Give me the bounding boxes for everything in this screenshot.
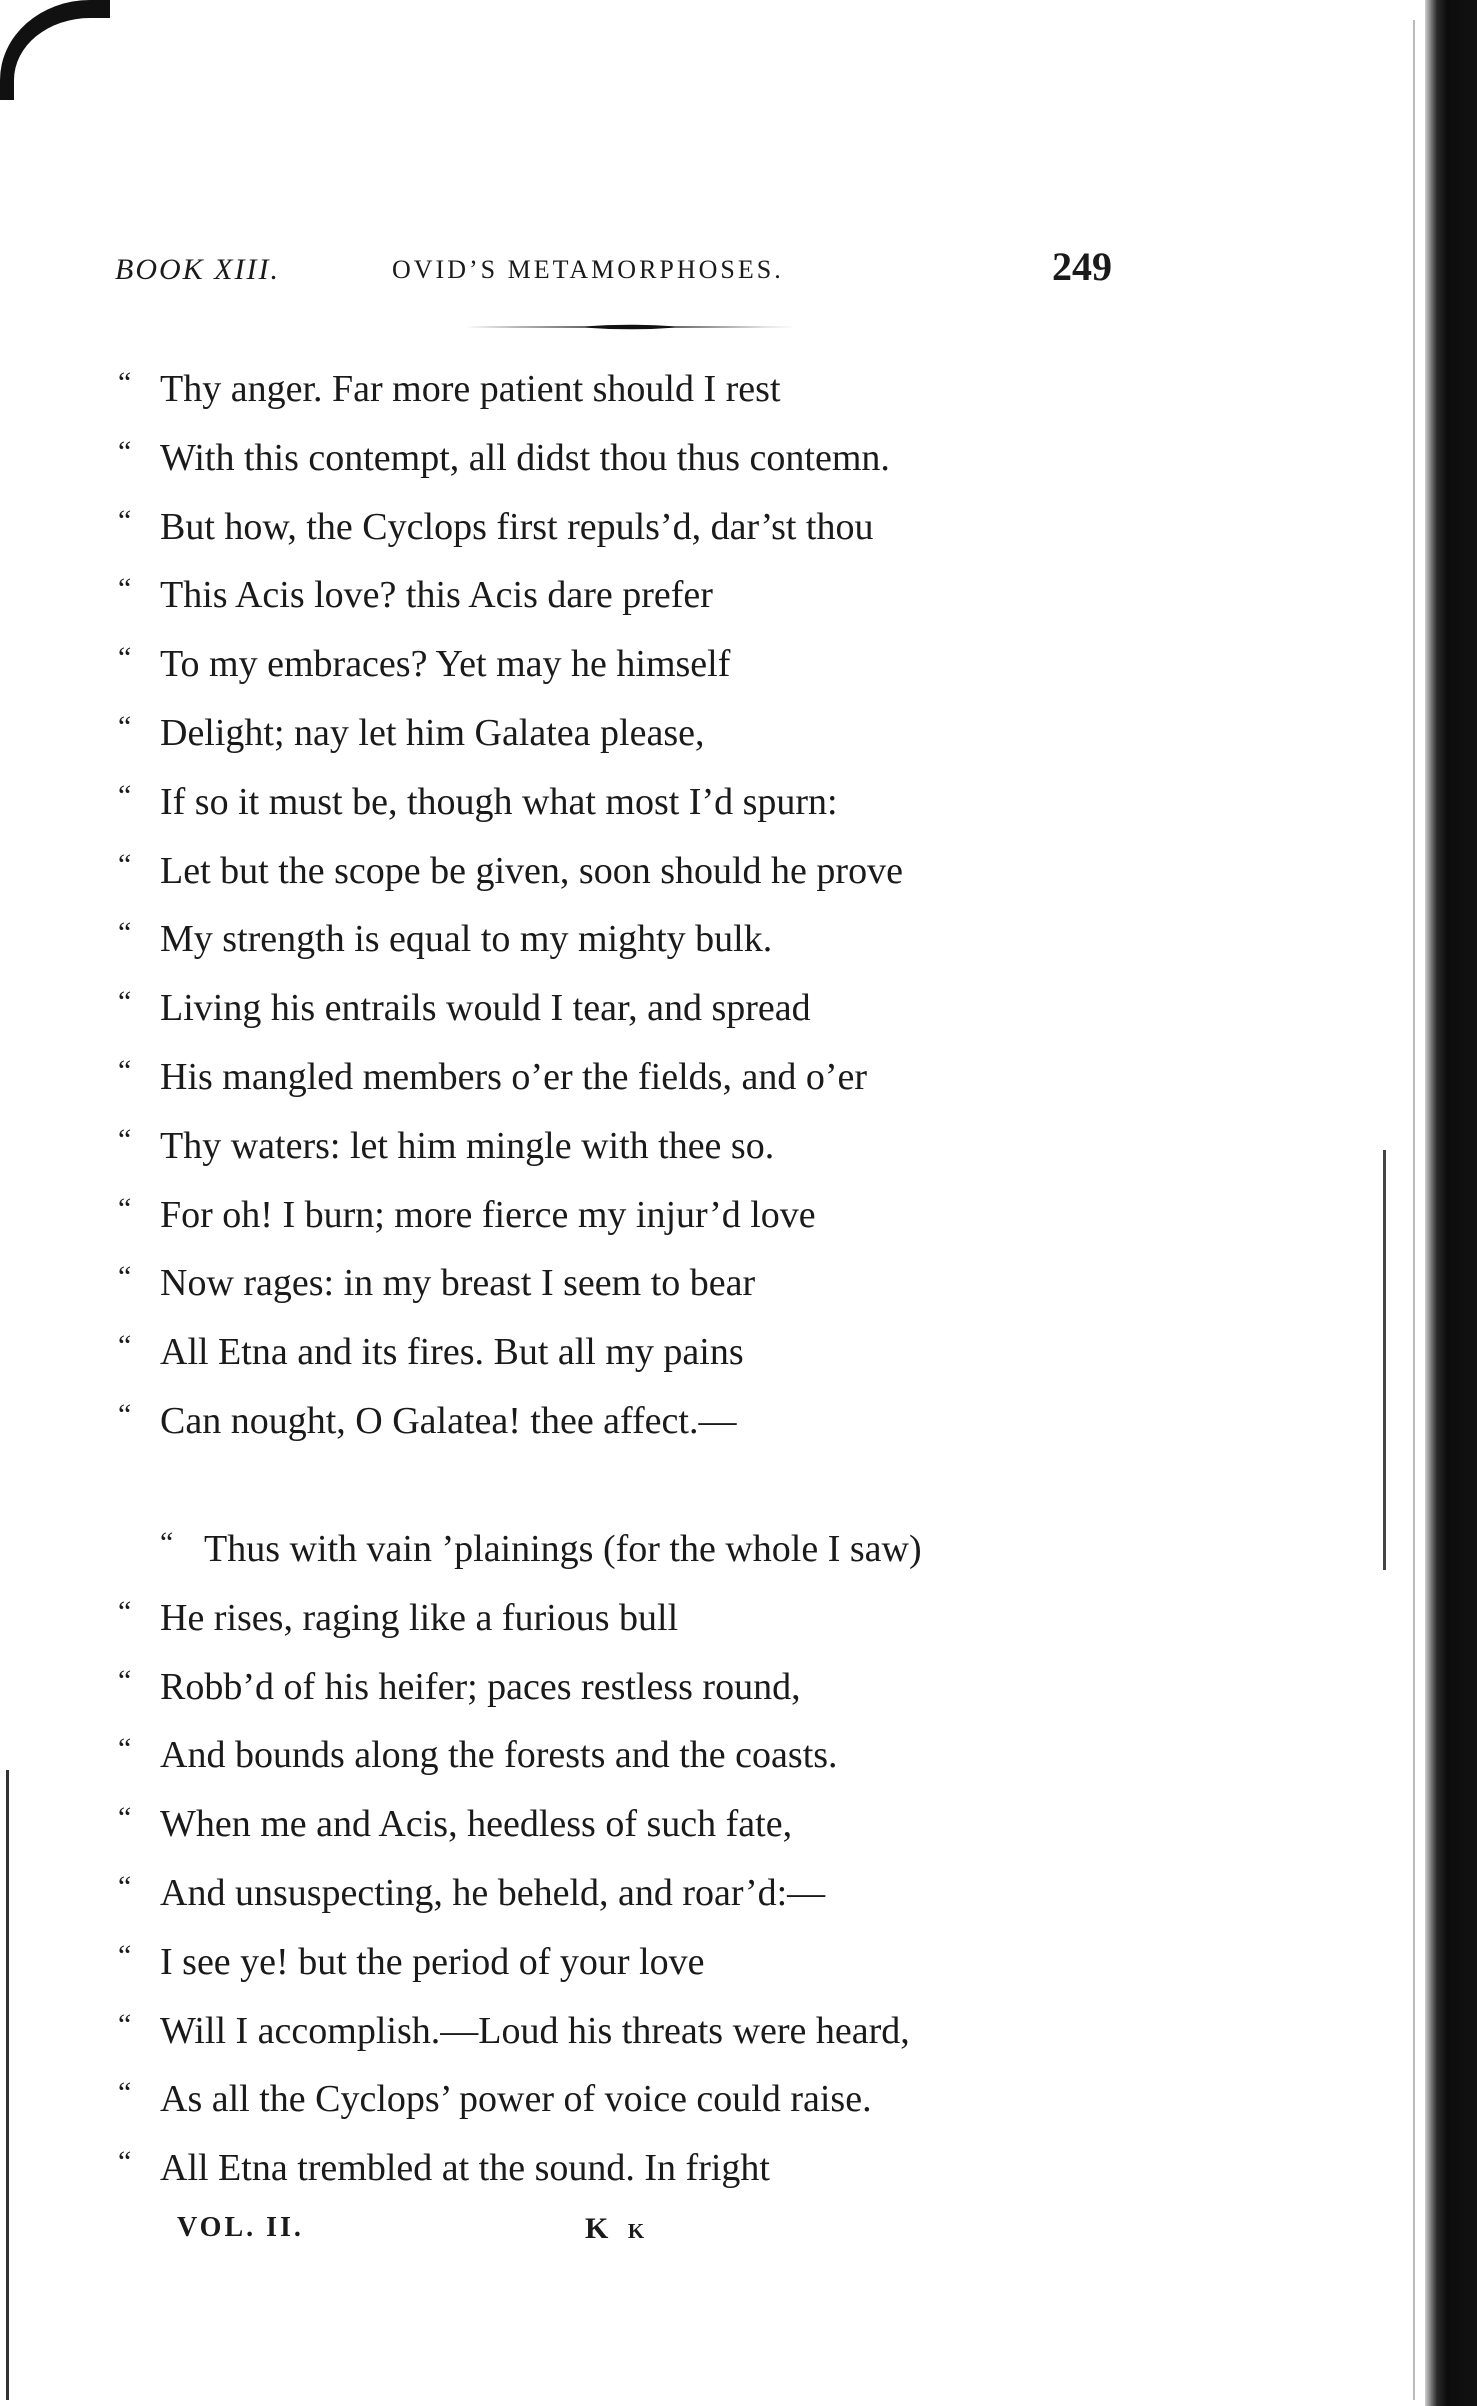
quote-mark: “	[160, 1526, 174, 1559]
quote-mark: “	[118, 366, 132, 399]
quote-mark: “	[118, 847, 132, 881]
verse-line: And bounds along the forests and the coasts.	[160, 1734, 838, 1777]
verse-line: If so it must be, though what most I’d spurn:	[160, 780, 838, 823]
verse-line: This Acis love? this Acis dare prefer	[160, 574, 713, 617]
volume-label: VOL. II.	[177, 2212, 304, 2243]
verse-line: Thy anger. Far more patient should I rest	[160, 368, 781, 410]
book-label: BOOK XIII.	[115, 253, 280, 286]
quote-mark: “	[118, 2007, 132, 2041]
verse-line: When me and Acis, heedless of such fate,	[160, 1803, 793, 1846]
verse-line: All Etna and its fires. But all my pains	[160, 1331, 744, 1374]
verse-line: For oh! I burn; more fierce my injur’d love	[160, 1193, 816, 1236]
quote-mark: “	[118, 641, 132, 675]
quote-mark: “	[118, 1398, 132, 1431]
quote-mark: “	[118, 778, 132, 812]
verse-line: Can nought, O Galatea! thee affect.—	[160, 1400, 737, 1442]
running-title: OVID’S METAMORPHOSES.	[392, 255, 784, 284]
quote-mark: “	[118, 1260, 132, 1294]
verse-line: Will I accomplish.—Loud his threats were heard,	[160, 2009, 910, 2052]
verse-line: Robb’d of his heifer; paces restless round,	[160, 1665, 801, 1708]
verse-line: But how, the Cyclops first repuls’d, dar’st thou	[160, 505, 874, 548]
verse-line: With this contempt, all didst thou thus contemn.	[160, 436, 890, 479]
signature-mark: K k	[585, 2212, 651, 2245]
quote-mark: “	[118, 1732, 132, 1766]
verse-line: And unsuspecting, he beheld, and roar’d:—	[160, 1872, 826, 1914]
quote-mark: “	[118, 1801, 132, 1835]
verse-line: Let but the scope be given, soon should he prove	[160, 849, 903, 892]
quote-mark: “	[118, 710, 132, 743]
quote-mark: “	[118, 1191, 132, 1225]
verse-line: Thy waters: let him mingle with thee so.	[160, 1124, 775, 1167]
quote-mark: “	[118, 434, 132, 468]
quote-mark: “	[118, 1870, 132, 1903]
verse-line: His mangled members o’er the fields, and o’er	[160, 1056, 867, 1098]
verse-line: Delight; nay let him Galatea please,	[160, 712, 705, 754]
quote-mark: “	[118, 503, 132, 537]
verse-line: He rises, raging like a furious bull	[160, 1596, 679, 1639]
verse-line: Thus with vain ’plainings (for the whole I saw)	[204, 1528, 922, 1570]
verse-line: All Etna trembled at the sound. In fright	[160, 2147, 770, 2190]
quote-mark: “	[118, 1663, 132, 1697]
quote-mark: “	[118, 1938, 132, 1972]
quote-mark: “	[118, 2076, 132, 2110]
quote-mark: “	[118, 2145, 132, 2179]
quote-mark: “	[118, 1122, 132, 1156]
verse-line: As all the Cyclops’ power of voice could raise.	[160, 2078, 872, 2121]
quote-mark: “	[118, 1594, 132, 1628]
page-number: 249	[1052, 244, 1112, 289]
verse-line: My strength is equal to my mighty bulk.	[160, 918, 773, 961]
quote-mark: “	[118, 916, 132, 950]
quote-mark: “	[118, 985, 132, 1019]
quote-mark: “	[118, 1329, 132, 1363]
verse-line: I see ye! but the period of your love	[160, 1940, 705, 1983]
quote-mark: “	[118, 1054, 132, 1087]
quote-mark: “	[118, 572, 132, 606]
verse-line: To my embraces? Yet may he himself	[160, 643, 731, 686]
verse-line: Now rages: in my breast I seem to bear	[160, 1262, 756, 1305]
verse-line: Living his entrails would I tear, and spread	[160, 987, 811, 1030]
